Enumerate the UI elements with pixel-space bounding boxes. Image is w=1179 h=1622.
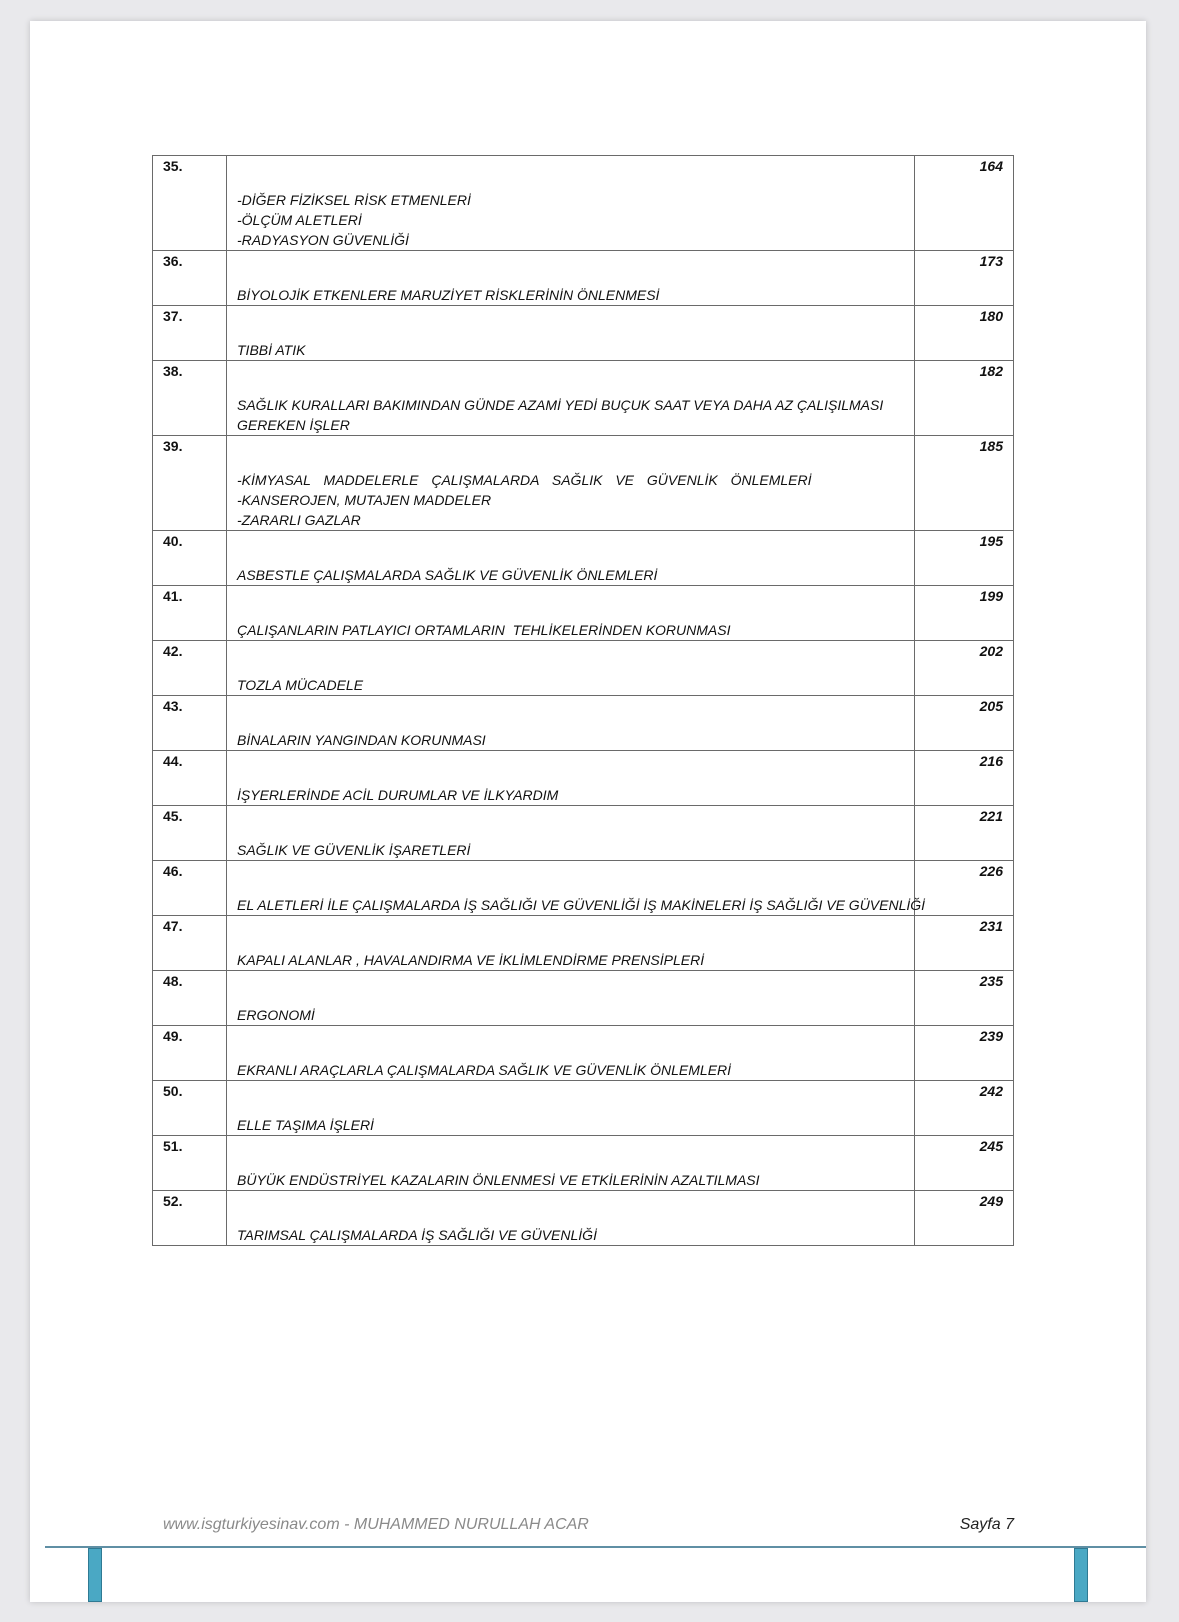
toc-row-page: 235 xyxy=(915,971,1014,1026)
toc-row-spacer xyxy=(237,361,904,395)
toc-row-number: 42. xyxy=(153,641,227,696)
toc-row-title-line: -KİMYASAL MADDELERLE ÇALIŞMALARDA SAĞLIK VE GÜVENLİK ÖNLEMLERİ xyxy=(237,472,812,488)
toc-row-title xyxy=(227,861,926,916)
table-of-contents xyxy=(152,155,1014,1246)
toc-row-title-line: KAPALI ALANLAR , HAVALANDIRMA VE İKLİMLENDİRME PRENSİPLERİ xyxy=(237,952,705,968)
footer-rule xyxy=(45,1546,1146,1548)
toc-row xyxy=(153,361,1014,436)
toc-row-page: 180 xyxy=(915,306,1014,361)
toc-row-page: 221 xyxy=(915,806,1014,861)
toc-row xyxy=(153,586,1014,641)
toc-row-page: 249 xyxy=(915,1191,1014,1246)
toc-row-page: 231 xyxy=(915,916,1014,971)
footer-right-tab xyxy=(1074,1548,1088,1602)
toc-row-page: 195 xyxy=(915,531,1014,586)
toc-row xyxy=(153,641,1014,696)
toc-row-title xyxy=(227,361,915,436)
toc-row-spacer xyxy=(237,436,904,470)
toc-row-title xyxy=(227,436,915,531)
toc-row-number: 48. xyxy=(153,971,227,1026)
footer-page-number: Sayfa 7 xyxy=(959,1516,1014,1533)
toc-row-title-line: -KANSEROJEN, MUTAJEN MADDELER xyxy=(237,492,492,508)
toc-row-spacer xyxy=(237,971,904,1005)
toc-row xyxy=(153,806,1014,861)
toc-row-title xyxy=(227,531,915,586)
toc-row-title-line: TIBBİ ATIK xyxy=(237,342,306,358)
toc-row-title-line: ASBESTLE ÇALIŞMALARDA SAĞLIK VE GÜVENLİK ÖNLEMLERİ xyxy=(237,567,658,583)
toc-row-title-line: -RADYASYON GÜVENLİĞİ xyxy=(237,232,409,248)
toc-row-spacer xyxy=(237,306,904,340)
toc-row-title xyxy=(227,306,915,361)
toc-row xyxy=(153,1136,1014,1191)
toc-row-number: 38. xyxy=(153,361,227,436)
toc-row-title-line: ERGONOMİ xyxy=(237,1007,315,1023)
toc-row-title xyxy=(227,641,915,696)
toc-row-number: 39. xyxy=(153,436,227,531)
toc-row xyxy=(153,696,1014,751)
toc-row-title-line: ÇALIŞANLARIN PATLAYICI ORTAMLARIN TEHLİKELERİNDEN KORUNMASI xyxy=(237,622,731,638)
toc-row-title-line: İŞYERLERİNDE ACİL DURUMLAR VE İLKYARDIM xyxy=(237,787,559,803)
toc-row-spacer xyxy=(237,531,904,565)
toc-row-spacer xyxy=(237,586,904,620)
toc-row-title-line: BİNALARIN YANGINDAN KORUNMASI xyxy=(237,732,486,748)
toc-row-spacer xyxy=(237,806,904,840)
toc-row-title xyxy=(227,751,915,806)
document-page xyxy=(30,21,1146,1602)
footer-website-author: www.isgturkiyesinav.com - MUHAMMED NURULLAH ACAR xyxy=(163,1516,589,1533)
toc-row-number: 47. xyxy=(153,916,227,971)
toc-row-page: 164 xyxy=(915,156,1014,251)
toc-row xyxy=(153,1191,1014,1246)
toc-row-title-line: -DİĞER FİZİKSEL RİSK ETMENLERİ xyxy=(237,192,471,208)
toc-row-number: 46. xyxy=(153,861,227,916)
toc-row-page: 245 xyxy=(915,1136,1014,1191)
toc-row-number: 37. xyxy=(153,306,227,361)
toc-row-number: 45. xyxy=(153,806,227,861)
toc-row-title-line: TOZLA MÜCADELE xyxy=(237,677,364,693)
toc-row-spacer xyxy=(237,916,904,950)
toc-row-spacer xyxy=(237,1081,904,1115)
toc-row-page: 199 xyxy=(915,586,1014,641)
toc-row-spacer xyxy=(237,156,904,190)
toc-row-title xyxy=(227,971,915,1026)
toc-row-number: 35. xyxy=(153,156,227,251)
toc-row xyxy=(153,251,1014,306)
toc-row-number: 40. xyxy=(153,531,227,586)
toc-row-title xyxy=(227,806,915,861)
toc-row-title-line: TARIMSAL ÇALIŞMALARDA İŞ SAĞLIĞI VE GÜVENLİĞİ xyxy=(237,1227,597,1243)
toc-row-number: 52. xyxy=(153,1191,227,1246)
toc-row-title-line: -ÖLÇÜM ALETLERİ xyxy=(237,212,362,228)
toc-row-title-line: EKRANLI ARAÇLARLA ÇALIŞMALARDA SAĞLIK VE GÜVENLİK ÖNLEMLERİ xyxy=(237,1062,732,1078)
toc-row xyxy=(153,156,1014,251)
toc-row-title-line: EL ALETLERİ İLE ÇALIŞMALARDA İŞ SAĞLIĞI VE GÜVENLİĞİ İŞ MAKİNELERİ İŞ SAĞLIĞI VE GÜVENLİĞİ xyxy=(237,897,926,913)
toc-row-page: 202 xyxy=(915,641,1014,696)
toc-row xyxy=(153,1081,1014,1136)
toc-row-number: 50. xyxy=(153,1081,227,1136)
toc-row-spacer xyxy=(237,1191,904,1225)
toc-row-page: 216 xyxy=(915,751,1014,806)
toc-row-title xyxy=(227,916,915,971)
toc-row-number: 49. xyxy=(153,1026,227,1081)
toc-row-spacer xyxy=(237,1136,904,1170)
toc-row-title-line: BİYOLOJİK ETKENLERE MARUZİYET RİSKLERİNİN ÖNLENMESİ xyxy=(237,287,660,303)
toc-row-title xyxy=(227,696,915,751)
footer-left-tab xyxy=(88,1548,102,1602)
toc-row-title-line: GEREKEN İŞLER xyxy=(237,417,350,433)
toc-row-spacer xyxy=(237,1026,904,1060)
toc-row xyxy=(153,971,1014,1026)
toc-row-title-line: SAĞLIK VE GÜVENLİK İŞARETLERİ xyxy=(237,842,471,858)
toc-row-spacer xyxy=(237,861,904,895)
toc-row-spacer xyxy=(237,641,904,675)
toc-row-page: 205 xyxy=(915,696,1014,751)
toc-row-spacer xyxy=(237,696,904,730)
toc-row xyxy=(153,1026,1014,1081)
toc-row-title-line: SAĞLIK KURALLARI BAKIMINDAN GÜNDE AZAMİ YEDİ BUÇUK SAAT VEYA DAHA AZ ÇALIŞILMASI xyxy=(237,397,884,413)
toc-row xyxy=(153,531,1014,586)
toc-row xyxy=(153,306,1014,361)
toc-row-number: 44. xyxy=(153,751,227,806)
toc-row-page: 239 xyxy=(915,1026,1014,1081)
toc-row-title-line: -ZARARLI GAZLAR xyxy=(237,512,361,528)
toc-row-number: 51. xyxy=(153,1136,227,1191)
toc-row xyxy=(153,751,1014,806)
toc-row xyxy=(153,436,1014,531)
toc-row-title xyxy=(227,1136,915,1191)
toc-row-title xyxy=(227,1191,915,1246)
toc-row-title xyxy=(227,251,915,306)
toc-row-title xyxy=(227,586,915,641)
toc-row-page: 242 xyxy=(915,1081,1014,1136)
toc-row-spacer xyxy=(237,751,904,785)
toc-row-title xyxy=(227,1081,915,1136)
toc-row-spacer xyxy=(237,251,904,285)
toc-row-page: 173 xyxy=(915,251,1014,306)
toc-row xyxy=(153,916,1014,971)
toc-row-title xyxy=(227,156,915,251)
toc-row-title-line: BÜYÜK ENDÜSTRİYEL KAZALARIN ÖNLENMESİ VE ETKİLERİNİN AZALTILMASI xyxy=(237,1172,760,1188)
toc-row-page: 226 xyxy=(915,861,1014,916)
toc-row-page: 182 xyxy=(915,361,1014,436)
toc-row-number: 36. xyxy=(153,251,227,306)
toc-row-number: 43. xyxy=(153,696,227,751)
toc-row xyxy=(153,861,1014,916)
toc-row-title-line: ELLE TAŞIMA İŞLERİ xyxy=(237,1117,374,1133)
toc-body xyxy=(153,156,1014,1246)
toc-row-title xyxy=(227,1026,915,1081)
toc-row-page: 185 xyxy=(915,436,1014,531)
toc-row-number: 41. xyxy=(153,586,227,641)
